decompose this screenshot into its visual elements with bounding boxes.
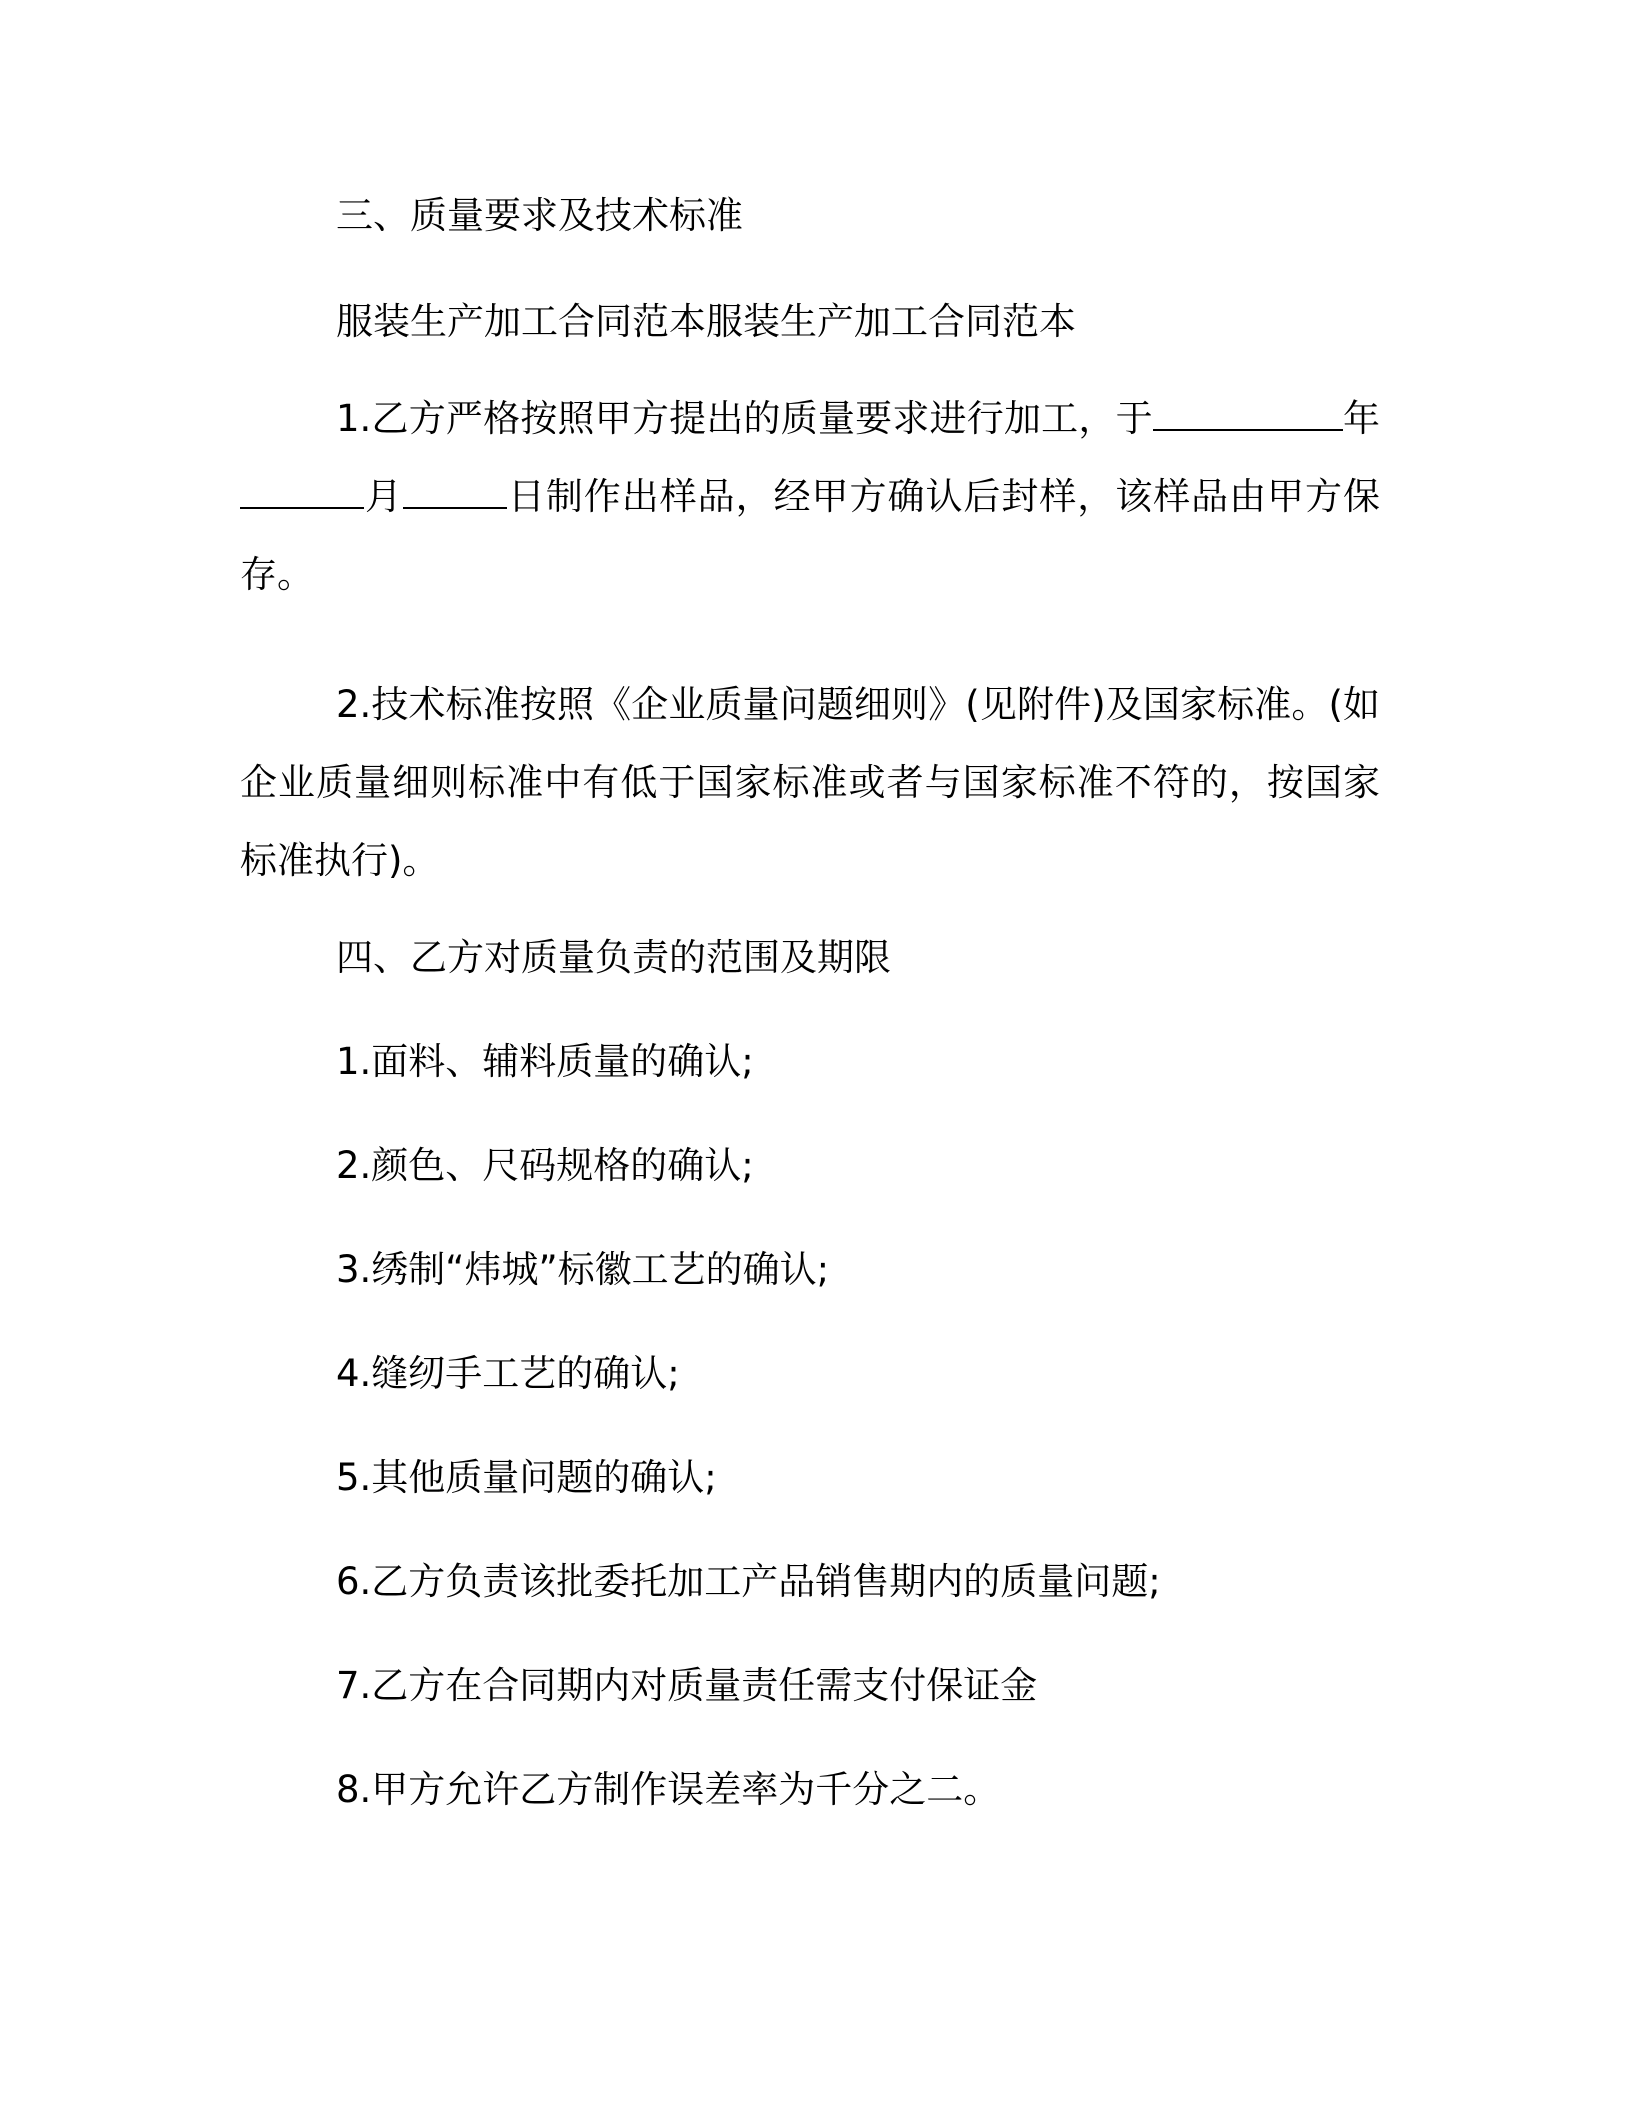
section-4-item-2: 2.颜色、尺码规格的确认; — [336, 1144, 754, 1187]
document-subtitle: 服装生产加工合同范本服装生产加工合同范本 — [336, 300, 1076, 343]
year-blank — [1153, 399, 1343, 431]
item-1-month-label: 月 — [364, 475, 403, 518]
section-4-item-6: 6.乙方负责该批委托加工产品销售期内的质量问题; — [336, 1560, 1161, 1603]
section-4-item-1: 1.面料、辅料质量的确认; — [336, 1040, 754, 1083]
item-1-year-label: 年 — [1342, 397, 1381, 440]
section-3-heading: 三、质量要求及技术标准 — [336, 194, 743, 237]
section-3-item-2: 2.技术标准按照《企业质量问题细则》(见附件)及国家标准。(如企业质量细则标准中有低于国家标准或者与国家标准不符的，按国家标准执行)。 — [240, 683, 1380, 882]
section-4-item-4: 4.缝纫手工艺的确认; — [336, 1352, 680, 1395]
section-3-item-1 — [240, 380, 1380, 614]
section-4-item-5: 5.其他质量问题的确认; — [336, 1456, 717, 1499]
document-page — [240, 190, 1380, 1816]
section-4-item-8: 8.甲方允许乙方制作误差率为千分之二。 — [336, 1768, 1001, 1811]
item-1-text-d: 日制作出样品，经甲方确认后封样，该样品由甲方保存。 — [240, 475, 1381, 596]
item-1-text-a: 1.乙方严格按照甲方提出的质量要求进行加工，于 — [336, 397, 1153, 440]
month-blank — [240, 477, 364, 509]
section-4-item-7: 7.乙方在合同期内对质量责任需支付保证金 — [336, 1664, 1038, 1707]
day-blank — [403, 477, 507, 509]
section-4-item-3: 3.绣制“炜城”标徽工艺的确认; — [336, 1248, 830, 1291]
section-4-heading: 四、乙方对质量负责的范围及期限 — [336, 936, 891, 979]
